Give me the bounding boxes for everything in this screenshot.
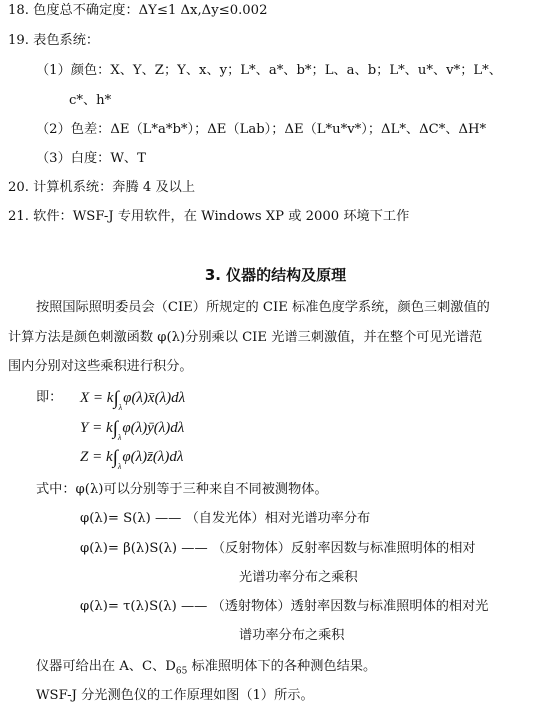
result-line-before: 仪器可给出在 A、C、D	[36, 659, 176, 674]
integral-subscript: λ	[117, 433, 122, 442]
formula-y	[80, 418, 185, 442]
integral-sign: ∫	[112, 447, 118, 468]
spec-19-3: （3）白度：W、T	[36, 151, 146, 166]
formula-x	[80, 388, 186, 412]
integral-subscript: λ	[117, 462, 122, 471]
formula-z-lhs: Z = k	[80, 449, 113, 465]
intro-line-2: 计算方法是颜色刺激函数 φ(λ)分别乘以 CIE 光谱三刺激值，并在整个可见光谱范	[8, 330, 483, 345]
case-transmissive-cont: 谱功率分布之乘积	[239, 628, 345, 643]
formula-y-lhs: Y = k	[80, 420, 113, 436]
final-line: WSF-J 分光测色仪的工作原理如图（1）所示。	[36, 688, 314, 703]
intro-line-1: 按照国际照明委员会（CIE）所规定的 CIE 标准色度学系统，颜色三刺激值的	[36, 300, 490, 315]
d65-subscript: 65	[175, 666, 188, 677]
case-reflective-cont: 光谱功率分布之乘积	[239, 570, 358, 585]
integral-sign: ∫	[113, 388, 119, 409]
case-self-luminous: φ(λ)= S(λ) —— （自发光体）相对光谱功率分布	[80, 511, 371, 526]
spec-20: 20. 计算机系统：奔腾 4 及以上	[8, 180, 196, 195]
spec-19: 19. 表色系统：	[8, 33, 100, 48]
formula-label: 即：	[36, 390, 63, 405]
result-line	[36, 658, 376, 681]
integral-subscript: λ	[118, 403, 123, 412]
formula-x-body: φ(λ)x̄(λ)dλ	[123, 390, 186, 406]
formula-y-body: φ(λ)ȳ(λ)dλ	[122, 420, 185, 436]
spec-18: 18. 色度总不确定度：ΔY≤1 Δx,Δy≤0.002	[8, 3, 268, 18]
result-line-after: 标准照明体下的各种测色结果。	[187, 659, 377, 674]
spec-19-1-cont: c*、h*	[69, 93, 112, 108]
spec-19-1: （1）颜色：X、Y、Z；Y、x、y；L*、a*、b*；L、a、b；L*、u*、v*；L*、	[36, 63, 502, 78]
case-transmissive: φ(λ)= τ(λ)S(λ) —— （透射物体）透射率因数与标准照明体的相对光	[80, 599, 489, 614]
integral-sign: ∫	[112, 418, 118, 439]
formula-z-body: φ(λ)z̄(λ)dλ	[122, 449, 184, 465]
formula-z	[80, 447, 184, 471]
intro-line-3: 围内分别对这些乘积进行积分。	[8, 359, 193, 374]
spec-21: 21. 软件：WSF-J 专用软件，在 Windows XP 或 2000 环境下工作	[8, 209, 410, 224]
spec-19-2: （2）色差：ΔE（L*a*b*）；ΔE（Lab）；ΔE（L*u*v*）；ΔL*、ΔC*、ΔH*	[36, 122, 487, 137]
where-text: 式中：φ(λ)可以分别等于三种来自不同被测物体。	[36, 482, 328, 497]
section-title: 3. 仪器的结构及原理	[204, 266, 347, 284]
formula-x-lhs: X = k	[80, 390, 114, 406]
case-reflective: φ(λ)= β(λ)S(λ) —— （反射物体）反射率因数与标准照明体的相对	[80, 541, 476, 556]
